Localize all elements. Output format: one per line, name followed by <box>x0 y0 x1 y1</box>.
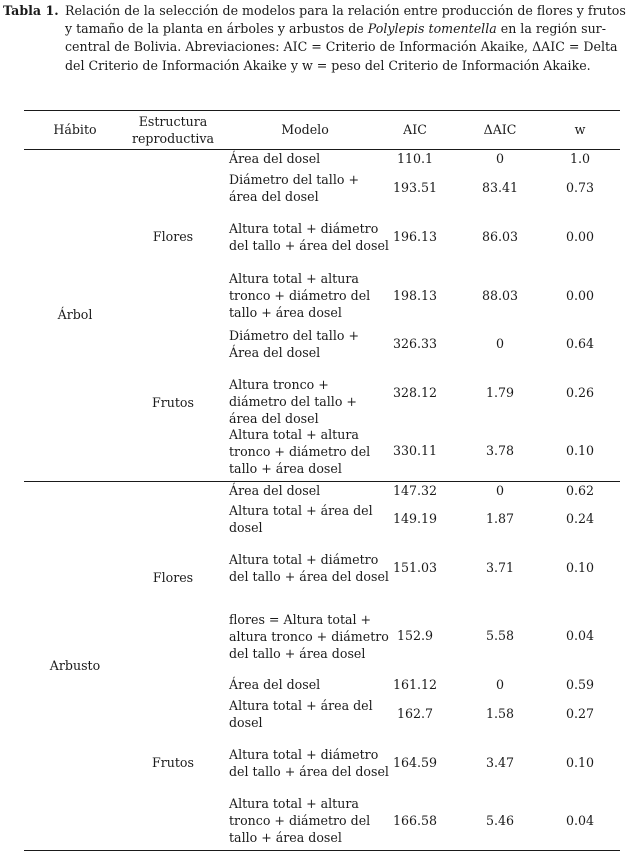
header-model: Modelo <box>281 122 329 137</box>
daic-cell: 0 <box>495 483 504 498</box>
caption-line-1 <box>3 2 639 20</box>
aic-cell: 166.58 <box>392 813 438 828</box>
aic-cell: 151.03 <box>392 560 438 575</box>
aic-cell: 152.9 <box>396 628 434 643</box>
daic-cell: 1.58 <box>485 706 515 721</box>
aic-cell: 164.59 <box>392 755 438 770</box>
header-structure: Estructura reproductiva <box>131 114 215 146</box>
aic-cell: 147.32 <box>392 483 438 498</box>
w-cell: 1.0 <box>569 151 591 166</box>
w-cell: 0.24 <box>565 511 595 526</box>
table-group-rule <box>24 481 620 482</box>
daic-cell: 1.79 <box>485 385 515 400</box>
aic-cell: 110.1 <box>396 151 434 166</box>
w-cell: 0.73 <box>565 180 595 195</box>
aic-cell: 198.13 <box>392 288 438 303</box>
table-top-rule <box>24 110 620 111</box>
model-cell: Altura total + altura tronco + diámetro del tallo + área dosel <box>229 427 371 476</box>
daic-cell: 88.03 <box>481 288 519 303</box>
caption-line-4: del Criterio de Información Akaike y w = peso del Criterio de Información Akaike. <box>65 57 591 73</box>
aic-cell: 193.51 <box>392 180 438 195</box>
caption-label: Tabla 1. <box>3 3 59 18</box>
structure-frutos-arbusto: Frutos <box>152 755 194 770</box>
model-cell: Altura total + diámetro del tallo + área del dosel <box>229 552 389 584</box>
w-cell: 0.64 <box>565 336 595 351</box>
aic-cell: 149.19 <box>392 511 438 526</box>
aic-cell: 326.33 <box>392 336 438 351</box>
w-cell: 0.62 <box>565 483 595 498</box>
header-w: w <box>574 122 586 137</box>
w-cell: 0.00 <box>565 288 595 303</box>
w-cell: 0.10 <box>565 443 595 458</box>
structure-flores-arbol: Flores <box>152 229 194 244</box>
model-cell: Área del dosel <box>229 677 321 692</box>
model-cell: Altura total + diámetro del tallo + área del dosel <box>229 221 389 253</box>
model-cell: Altura total + área del dosel <box>229 698 373 730</box>
structure-flores-arbusto: Flores <box>152 570 194 585</box>
table-bottom-rule <box>24 850 620 851</box>
table-header-rule <box>24 149 620 150</box>
w-cell: 0.10 <box>565 560 595 575</box>
model-cell: Diámetro del tallo + área del dosel <box>229 172 360 204</box>
daic-cell: 0 <box>495 336 504 351</box>
daic-cell: 83.41 <box>481 180 519 195</box>
header-habit: Hábito <box>53 122 97 137</box>
daic-cell: 5.46 <box>485 813 515 828</box>
structure-frutos-arbol: Frutos <box>152 395 194 410</box>
w-cell: 0.59 <box>565 677 595 692</box>
model-cell: Altura total + altura tronco + diámetro del tallo + área dosel <box>229 271 371 320</box>
aic-cell: 328.12 <box>392 385 438 400</box>
w-cell: 0.04 <box>565 813 595 828</box>
daic-cell: 86.03 <box>481 229 519 244</box>
habit-arbusto: Arbusto <box>49 658 101 673</box>
model-cell: Área del dosel <box>229 483 321 498</box>
caption-text-2b: en la región sur- <box>496 21 606 37</box>
daic-cell: 3.71 <box>485 560 515 575</box>
caption-species: Polylepis tomentella <box>367 21 497 37</box>
caption-line-3: central de Bolivia. Abreviaciones: AIC = Criterio de Información Akaike, ΔAIC = Delta <box>65 39 618 55</box>
header-daic: ΔAIC <box>483 122 517 137</box>
w-cell: 0.26 <box>565 385 595 400</box>
daic-cell: 0 <box>495 677 504 692</box>
table-caption <box>3 2 639 75</box>
w-cell: 0.10 <box>565 755 595 770</box>
aic-cell: 196.13 <box>392 229 438 244</box>
daic-cell: 3.47 <box>485 755 515 770</box>
header-aic: AIC <box>403 122 427 137</box>
aic-cell: 330.11 <box>392 443 438 458</box>
caption-line-2 <box>3 20 639 38</box>
model-cell: Altura total + diámetro del tallo + área del dosel <box>229 747 389 779</box>
model-cell: Área del dosel <box>229 151 321 166</box>
aic-cell: 161.12 <box>392 677 438 692</box>
w-cell: 0.04 <box>565 628 595 643</box>
habit-arbol: Árbol <box>57 307 93 322</box>
w-cell: 0.00 <box>565 229 595 244</box>
daic-cell: 0 <box>495 151 504 166</box>
caption-text-2a: y tamaño de la planta en árboles y arbustos de <box>65 21 368 37</box>
daic-cell: 5.58 <box>485 628 515 643</box>
daic-cell: 1.87 <box>485 511 515 526</box>
w-cell: 0.27 <box>565 706 595 721</box>
model-cell: Diámetro del tallo + Área del dosel <box>229 328 360 360</box>
model-cell: Altura total + altura tronco + diámetro del tallo + área dosel <box>229 796 371 845</box>
model-cell: flores = Altura total + altura tronco + diámetro del tallo + área dosel <box>229 612 389 661</box>
daic-cell: 3.78 <box>485 443 515 458</box>
model-cell: Altura tronco + diámetro del tallo + área del dosel <box>229 377 357 426</box>
model-cell: Altura total + área del dosel <box>229 503 373 535</box>
aic-cell: 162.7 <box>396 706 434 721</box>
caption-text-1: Relación de la selección de modelos para la relación entre producción de flores y frutos <box>65 3 626 18</box>
